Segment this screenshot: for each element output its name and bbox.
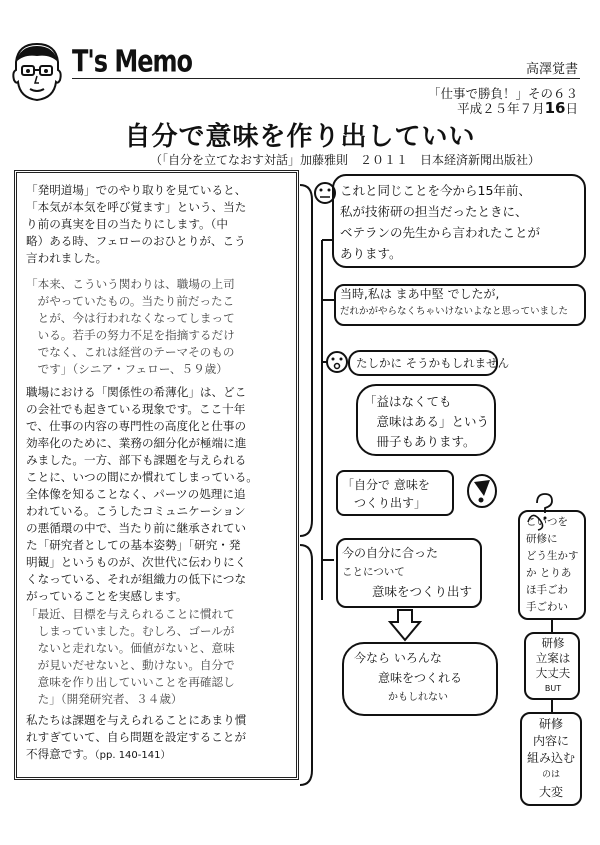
line: で、仕事の内容の専門性の高度化と仕事の: [26, 419, 247, 433]
line: 全体像を知ることなく、パーツの処理に追: [26, 487, 246, 501]
line: しまっていました。むしろ、ゴールが: [26, 624, 235, 638]
note-3: たしかに そうかもしれません: [356, 356, 510, 370]
line: です」（シニア・フェロー、５９歳）: [26, 362, 228, 376]
line: 効率化のために、業務の細分化が極端に進: [26, 436, 247, 450]
line: の悪循環の中で、当たり前に継承されてい: [26, 521, 247, 535]
note-5: [342, 476, 430, 512]
author-name: 高澤覚書: [525, 62, 578, 77]
line: 「最近、目標を与えられることに慣れて: [26, 607, 235, 621]
page-ref: （pp. 140-141）: [94, 750, 171, 761]
line: BUT: [544, 684, 562, 693]
line: ほ手ごわ: [526, 584, 568, 596]
line: ことについて: [342, 566, 405, 578]
line: みました。一方、部下も課題を与えられる: [26, 453, 247, 467]
line: とが、今は行われなくなってしまって: [26, 311, 235, 325]
line: のは: [541, 770, 560, 780]
note-6: [342, 544, 472, 601]
line: 職場における「関係性の希薄化」は、どこ: [26, 385, 247, 399]
line: 大変: [538, 785, 563, 799]
line: り前の真実を目の当たりにします。（中: [26, 217, 228, 231]
line: これと同じことを今から15年前、: [340, 183, 531, 198]
arrow-down-icon: [390, 610, 420, 640]
left-bracket-2: [300, 545, 312, 785]
line: か とりあ: [526, 567, 572, 579]
page-title: 自分で意味を作り出していい: [124, 122, 476, 152]
line: 内容に: [532, 734, 569, 748]
line: いる。若手の努力不足を指摘するだけ: [26, 328, 235, 342]
surprised-face-icon: [327, 352, 347, 372]
line: ないと走れない。価値がないと、意味: [26, 641, 235, 655]
line: た」（開発研究者、３４歳）: [26, 692, 183, 706]
line: 明観」というものが、次世代に伝わりにく: [26, 555, 247, 569]
line: 「本来、こういう関わりは、職場の上司: [26, 277, 235, 291]
line: 略）ある時、フェローのおひとりが、こう: [26, 234, 246, 248]
line: が見いだせないと、動けない。自分で: [26, 658, 235, 672]
line: 研修: [538, 717, 563, 731]
note-8: [526, 514, 579, 616]
line: どう生かす: [526, 550, 579, 562]
line: れすぎていて、自ら問題を設定することが: [26, 730, 247, 744]
line: 言われました。: [26, 251, 108, 265]
line: 立案は: [535, 651, 571, 665]
line: だれかがやらなくちゃいけないよなと思っていました: [340, 306, 569, 317]
line: がやっていたもの。当たり前だったこ: [26, 294, 235, 308]
line: でなく、これは経営のテーマそのもの: [26, 345, 235, 359]
line: 今なら いろんな: [354, 651, 442, 665]
line: 意味を作り出していいことを再確認し: [26, 675, 235, 689]
date-prefix: 平成２５年７月: [457, 101, 545, 116]
line: 手ごわい: [526, 601, 568, 613]
line: 意味をつくり出す: [372, 584, 473, 599]
line: くなっている、それが組織力の低下につな: [26, 572, 247, 586]
line: 研修に: [526, 533, 558, 545]
line: 「本気が本気を呼び覚ます」という、当た: [26, 200, 247, 214]
line: がっていることを実感します。: [26, 589, 188, 603]
note-9: [530, 636, 576, 696]
line: 意味をつくれる: [378, 671, 463, 685]
line: 「自分で 意味を: [342, 478, 430, 492]
line: 大丈夫: [535, 666, 571, 680]
line: 当時,私は まあ中堅 でしたが,: [340, 287, 500, 301]
line: 研修: [541, 636, 565, 650]
line: の会社でも起きている現象です。ここ十年: [26, 402, 246, 416]
line: 私が技術研の担当だったときに、: [340, 204, 528, 219]
line: ことに、いつの間にか慣れてしまっている。: [26, 470, 258, 484]
line: あります。: [340, 246, 402, 261]
line: た「研究者としての基本姿勢」「研究・発: [26, 538, 241, 552]
line: かもしれない: [388, 692, 448, 703]
date-suffix: 日: [565, 101, 578, 116]
line: 「益はなくても: [364, 394, 452, 409]
line: つくり出す」: [342, 496, 427, 510]
line: 「発明道場」でのやり取りを見ていると、: [26, 183, 247, 197]
line: 冊子もあります。: [364, 434, 476, 449]
exclamation-ball-icon: [468, 475, 496, 507]
line: 組み込む: [526, 751, 575, 765]
line: 私たちは課題を与えられることにあまり慣: [26, 713, 247, 727]
note-2: [340, 286, 568, 320]
note-4: [364, 392, 489, 452]
date-day: 16: [544, 99, 566, 117]
source-citation: （「自分を立てなおす対話」加藤雅則 ２０１１ 日本経済新聞出版社）: [150, 153, 541, 167]
line: 今の自分に合った: [342, 546, 439, 560]
note-10: [526, 716, 576, 801]
line: 意味はある」という: [364, 414, 490, 429]
note-7: [354, 648, 462, 708]
line: われている。こうしたコミュニケーション: [26, 504, 246, 518]
logo-text: T's Memo: [72, 44, 193, 79]
note-1: [340, 180, 540, 264]
line-text: 不得意です。: [26, 747, 95, 761]
line: こいつを: [526, 516, 568, 528]
line: ベテランの先生から言われたことが: [340, 225, 541, 240]
left-bracket: [300, 185, 312, 536]
series-label: 「仕事で勝負！」その６３: [427, 86, 578, 101]
